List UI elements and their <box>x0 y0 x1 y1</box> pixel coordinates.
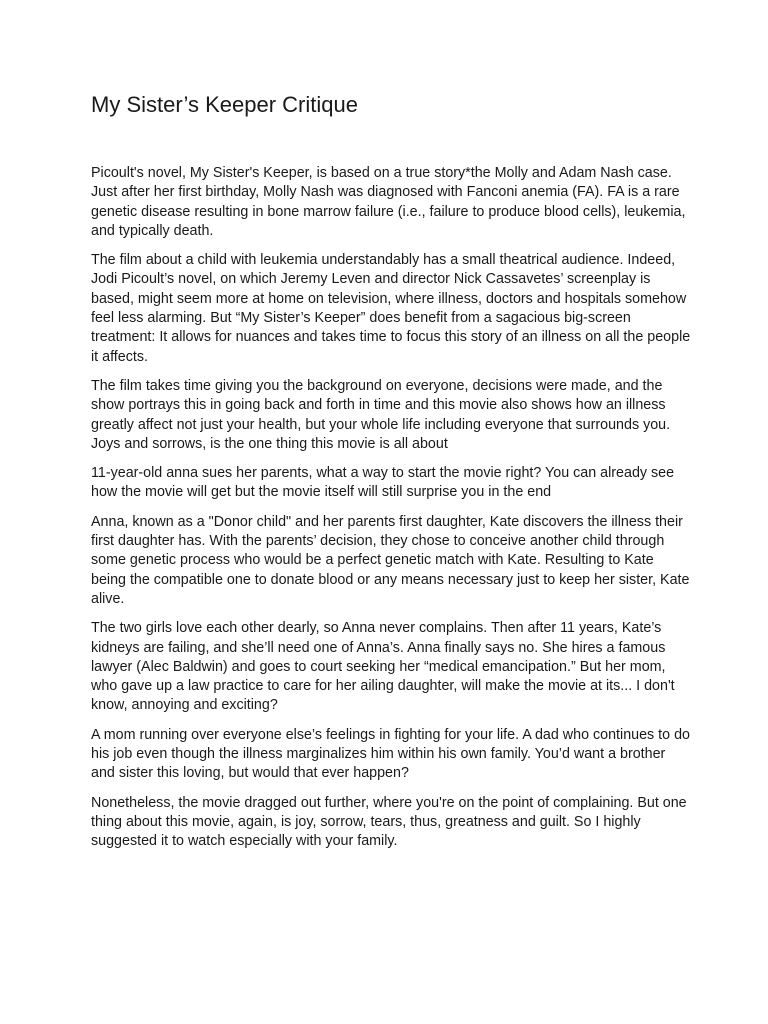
document-title: My Sister’s Keeper Critique <box>91 92 358 117</box>
paragraph-3: The film takes time giving you the background on everyone, decisions were made, and the show portrays this in going back and forth in time and this movie also shows how an illness greatly affect not just your health, but your whole life including everyone that surrounds you. Joys and sorrows, is the one thing this movie is all about <box>91 377 671 452</box>
paragraph-1: Picoult's novel, My Sister's Keeper, is based on a true story*the Molly and Adam Nash case. Just after her first birthday, Molly Nash was diagnosed with Fanconi anemia (FA). FA is a rare genetic disease resulting in bone marrow failure (i.e., failure to produce blood cells), leukemia, and typically death. <box>91 165 686 239</box>
paragraph-4: 11-year-old anna sues her parents, what a way to start the movie right? You can already see how the movie will get but the movie itself will still surprise you in the end <box>91 465 675 501</box>
paragraph-5: Anna, known as a "Donor child" and her parents first daughter, Kate discovers the illness their first daughter has. With the parents’ decision, they chose to conceive another child through some genetic process who would be a perfect genetic match with Kate. Resulting to Kate being the compatible one to donate blood or any means necessary just to keep her sister, Kate alive. <box>91 513 690 607</box>
paragraph-2: The film about a child with leukemia understandably has a small theatrical audience. Indeed, Jodi Picoult’s novel, on which Jeremy Leven and director Nick Cassavetes’ screenplay is based, might seem more at home on television, where illness, doctors and hospitals somehow feel less alarming. But “My Sister’s Keeper” does benefit from a sagacious big-screen treatment: It allows for nuances and takes time to focus this story of an illness on all the people it affects. <box>91 252 691 365</box>
paragraph-7: A mom running over everyone else’s feelings in fighting for your life. A dad who continues to do his job even though the illness marginalizes him within his own family. You’d want a brother and sister this loving, but would that ever happen? <box>91 726 690 782</box>
paragraph-6: The two girls love each other dearly, so Anna never complains. Then after 11 years, Kate’s kidneys are failing, and she’ll need one of Anna’s. Anna finally says no. She hires a famous lawyer (Alec Baldwin) and goes to court seeking her “medical emancipation.” But her mom, who gave up a law practice to care for her ailing daughter, will make the movie at its... I don't know, annoying and exciting? <box>91 620 675 714</box>
document-body <box>91 90 691 862</box>
paragraph-8: Nonetheless, the movie dragged out further, where you're on the point of complaining. But one thing about this movie, again, is joy, sorrow, tears, thus, greatness and guilt. So I highly suggested it to watch especially with your family. <box>91 794 687 850</box>
